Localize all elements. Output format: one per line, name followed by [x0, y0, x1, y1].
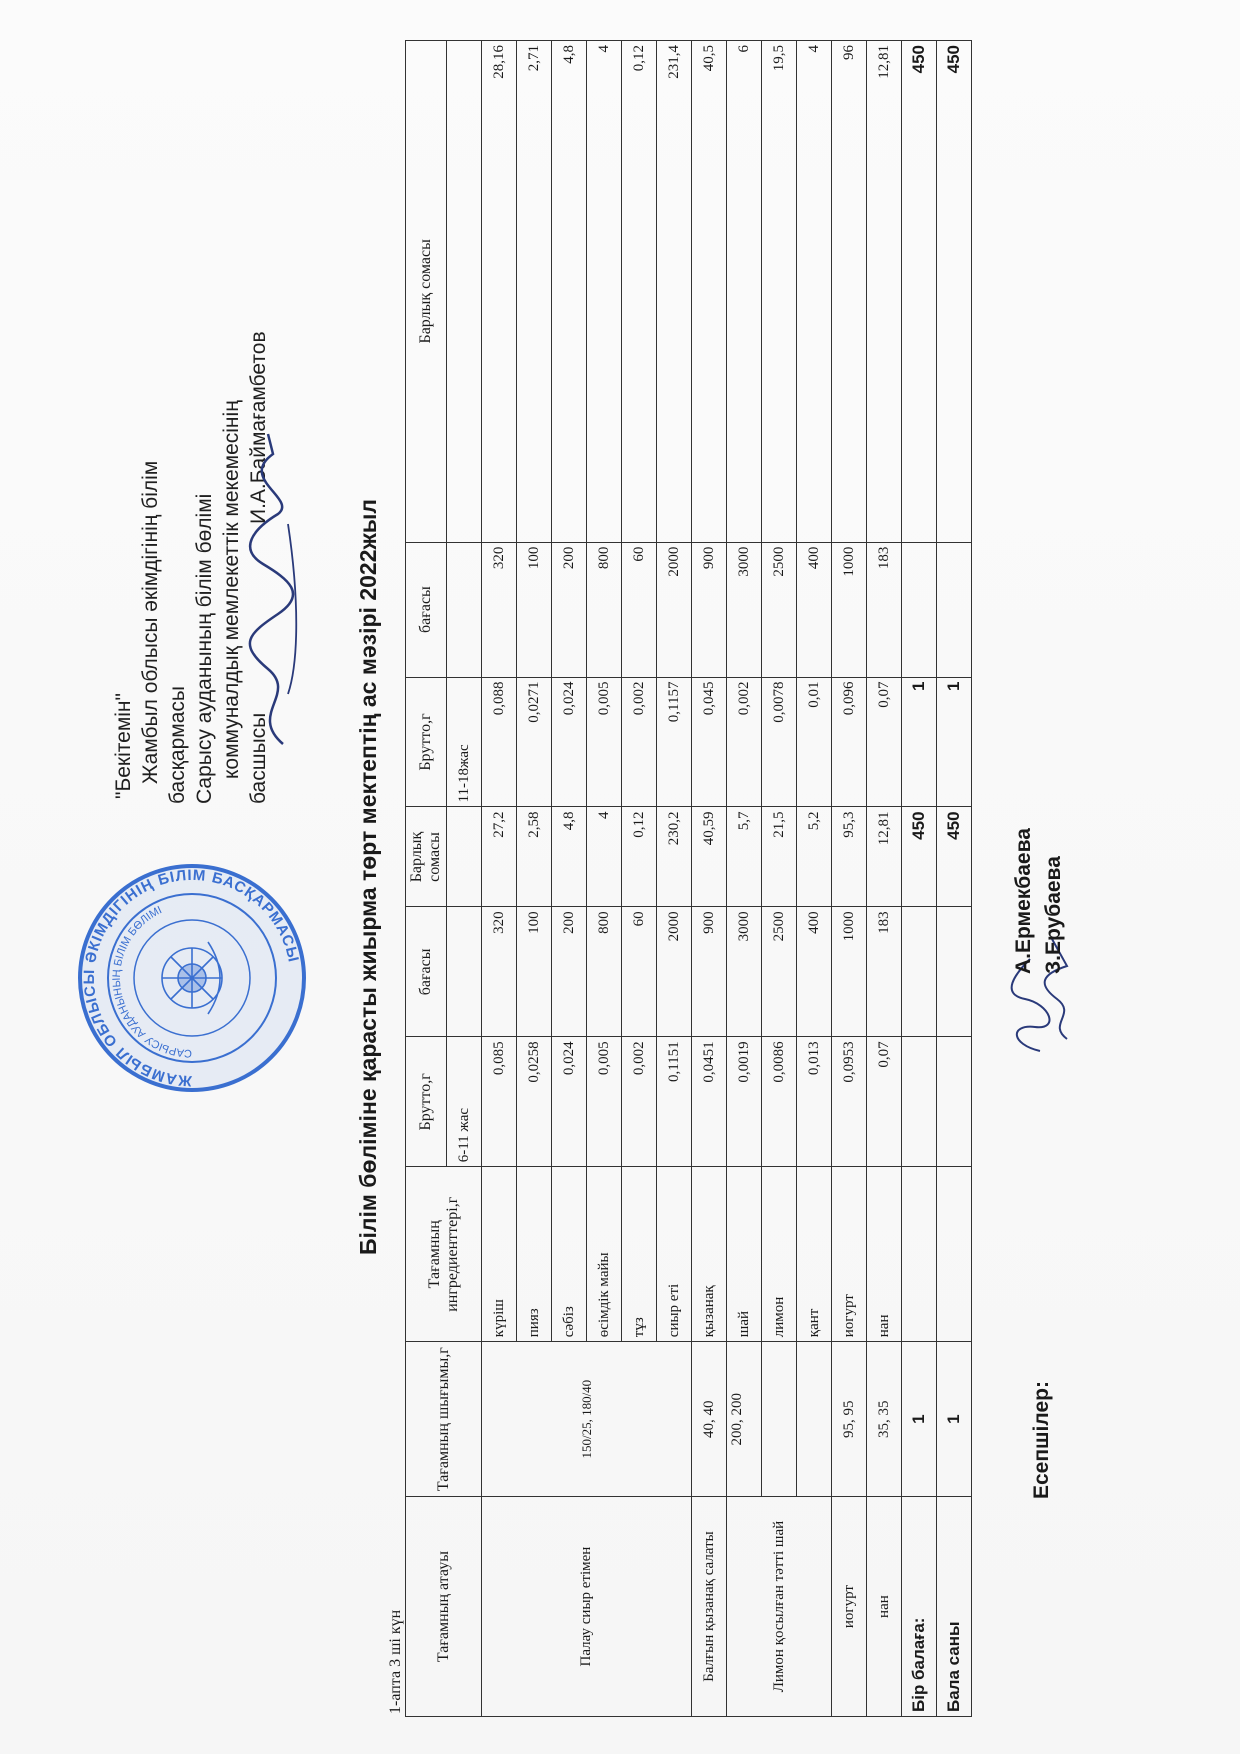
document-title: Білім бөліміне қарасты жиырма төрт мектептің ас мәзірі 2022жыл [355, 498, 381, 1256]
preparer-name-2: З.Ерубаева [1042, 856, 1065, 974]
price-1: 183 [867, 907, 902, 1037]
total-1: 40,59 [692, 807, 727, 907]
dish-portion: 40, 40 [692, 1342, 727, 1497]
brutto-1: 0,013 [797, 1037, 832, 1167]
empty-cell [447, 907, 482, 1037]
total-2: 28,16 [482, 41, 517, 543]
empty-cell [447, 41, 482, 543]
total-2: 231,4 [657, 41, 692, 543]
price-1: 800 [587, 907, 622, 1037]
approval-line-3: басқармасы [166, 686, 189, 804]
ingredient: күріш [482, 1167, 517, 1342]
ingredient: лимон [762, 1167, 797, 1342]
child-count-portion: 1 [937, 1342, 972, 1497]
total-1: 4,8 [552, 807, 587, 907]
brutto-2: 0,005 [587, 677, 622, 807]
header-brutto-1: Брутто,г [406, 1037, 447, 1167]
price-2: 400 [797, 542, 832, 677]
price-1: 320 [482, 907, 517, 1037]
header-price-2: бағасы [406, 542, 447, 677]
dish-portion: 200, 200 [727, 1342, 762, 1497]
approval-heading: "Бекітемін" [112, 693, 135, 799]
total-1: 0,12 [622, 807, 657, 907]
price-2: 183 [867, 542, 902, 677]
dish-portion: 95, 95 [832, 1342, 867, 1497]
table-header-row [406, 41, 447, 1717]
empty-cell [447, 542, 482, 677]
dish-name: Лимон қосылған тәтті шай [727, 1497, 832, 1717]
table-row [867, 41, 902, 1717]
price-2: 3000 [727, 542, 762, 677]
total-2: 2,71 [517, 41, 552, 543]
total-1: 230,2 [657, 807, 692, 907]
per-child-label: Бір балаға: [902, 1497, 937, 1717]
empty-cell [902, 907, 937, 1037]
total-1: 5,7 [727, 807, 762, 907]
price-2: 320 [482, 542, 517, 677]
approval-signer-name: И.А.Баймағамбетов [247, 331, 270, 524]
total-1: 27,2 [482, 807, 517, 907]
brutto-1: 0,07 [867, 1037, 902, 1167]
per-child-total-2: 450 [902, 41, 937, 543]
seal-outer-text: ЖАМБЫЛ ОБЛЫСЫ ӘКІМДІГІНІҢ БІЛІМ БАСҚАРМАСЫ [80, 866, 302, 1090]
child-count-label: Бала саны [937, 1497, 972, 1717]
empty-cell [762, 1342, 797, 1497]
dish-portion: 35, 35 [867, 1342, 902, 1497]
table-row [482, 41, 517, 1717]
price-2: 60 [622, 542, 657, 677]
brutto-2: 0,024 [552, 677, 587, 807]
price-1: 100 [517, 907, 552, 1037]
total-2: 40,5 [692, 41, 727, 543]
price-1: 2500 [762, 907, 797, 1037]
price-2: 800 [587, 542, 622, 677]
header-ingredients: Тағамның ингредиенттері,г [406, 1167, 482, 1342]
ingredient: қант [797, 1167, 832, 1342]
ingredient: нан [867, 1167, 902, 1342]
header-total-1: Барлық сомасы [406, 807, 447, 907]
approval-position: басшысы [247, 712, 270, 804]
child-count-brutto-2: 1 [937, 677, 972, 807]
total-1: 4 [587, 807, 622, 907]
brutto-2: 0,088 [482, 677, 517, 807]
approval-line-2: Жамбыл облысы әкімдігінің білім [139, 460, 162, 784]
total-1: 5,2 [797, 807, 832, 907]
price-2: 2500 [762, 542, 797, 677]
brutto-1: 0,0258 [517, 1037, 552, 1167]
table-row [797, 41, 832, 1717]
table-row [832, 41, 867, 1717]
total-2: 6 [727, 41, 762, 543]
ingredient: қызанақ [692, 1167, 727, 1342]
empty-cell [902, 542, 937, 677]
day-label: 1-апта 3 ші күн [387, 1609, 404, 1714]
price-2: 900 [692, 542, 727, 677]
approval-line-4: Сарысу ауданының білім бөлімі [193, 493, 216, 804]
brutto-2: 0,002 [622, 677, 657, 807]
brutto-2: 0,01 [797, 677, 832, 807]
menu-table [405, 40, 972, 1717]
empty-cell [447, 807, 482, 907]
dish-name: Палау сиыр етімен [482, 1497, 692, 1717]
dish-portion: 150/25, 180/40 [482, 1342, 692, 1497]
table-row [727, 41, 762, 1717]
per-child-total-1: 450 [902, 807, 937, 907]
brutto-2: 0,0078 [762, 677, 797, 807]
brutto-1: 0,0086 [762, 1037, 797, 1167]
price-2: 1000 [832, 542, 867, 677]
age-group-1: 6-11 жас [447, 1037, 482, 1167]
brutto-1: 0,0019 [727, 1037, 762, 1167]
ingredient: шай [727, 1167, 762, 1342]
header-price-1: бағасы [406, 907, 447, 1037]
per-child-portion: 1 [902, 1342, 937, 1497]
ingredient: сиыр еті [657, 1167, 692, 1342]
preparers-block [1000, 599, 1160, 1499]
price-1: 2000 [657, 907, 692, 1037]
brutto-1: 0,002 [622, 1037, 657, 1167]
child-count-total-2: 450 [937, 41, 972, 543]
total-1: 21,5 [762, 807, 797, 907]
header-brutto-2: Брутто,г [406, 677, 447, 807]
total-2: 96 [832, 41, 867, 543]
empty-cell [902, 1167, 937, 1342]
brutto-2: 0,0271 [517, 677, 552, 807]
per-child-brutto-2: 1 [902, 677, 937, 807]
total-1: 95,3 [832, 807, 867, 907]
empty-cell [937, 907, 972, 1037]
total-2: 12,81 [867, 41, 902, 543]
age-group-2: 11-18жас [447, 677, 482, 807]
price-1: 900 [692, 907, 727, 1037]
empty-cell [797, 1342, 832, 1497]
seal-inner-text: САРЫСУ АУДАНЫНЫҢ БІЛІМ БӨЛІМІ [110, 904, 193, 1060]
dish-name: нан [867, 1497, 902, 1717]
total-2: 4 [797, 41, 832, 543]
brutto-2: 0,045 [692, 677, 727, 807]
price-1: 200 [552, 907, 587, 1037]
director-signature [228, 424, 308, 754]
ingredient: өсімдік майы [587, 1167, 622, 1342]
brutto-1: 0,005 [587, 1037, 622, 1167]
header-total-2: Барлық сомасы [406, 41, 447, 543]
price-1: 400 [797, 907, 832, 1037]
brutto-2: 0,096 [832, 677, 867, 807]
price-1: 1000 [832, 907, 867, 1037]
ingredient: сәбіз [552, 1167, 587, 1342]
table-row [762, 41, 797, 1717]
empty-cell [937, 1167, 972, 1342]
brutto-1: 0,085 [482, 1037, 517, 1167]
brutto-1: 0,1151 [657, 1037, 692, 1167]
empty-cell [902, 1037, 937, 1167]
table-row [692, 41, 727, 1717]
total-2: 4 [587, 41, 622, 543]
ingredient: иогурт [832, 1167, 867, 1342]
total-2: 19,5 [762, 41, 797, 543]
dish-name: Балғын қызанақ салаты [692, 1497, 727, 1717]
ingredient: тұз [622, 1167, 657, 1342]
total-2: 0,12 [622, 41, 657, 543]
total-1: 2,58 [517, 807, 552, 907]
empty-cell [937, 542, 972, 677]
header-portion: Тағамның шығымы,г [406, 1342, 482, 1497]
per-child-row [902, 41, 937, 1717]
brutto-1: 0,024 [552, 1037, 587, 1167]
dish-name: иогурт [832, 1497, 867, 1717]
total-1: 12,81 [867, 807, 902, 907]
child-count-total-1: 450 [937, 807, 972, 907]
price-1: 3000 [727, 907, 762, 1037]
brutto-1: 0,0953 [832, 1037, 867, 1167]
brutto-2: 0,07 [867, 677, 902, 807]
child-count-row [937, 41, 972, 1717]
brutto-1: 0,0451 [692, 1037, 727, 1167]
price-1: 60 [622, 907, 657, 1037]
header-dish: Тағамның атауы [406, 1497, 482, 1717]
preparer-name-1: А.Ермекбаева [1012, 828, 1035, 974]
price-2: 200 [552, 542, 587, 677]
empty-cell [937, 1037, 972, 1167]
total-2: 4,8 [552, 41, 587, 543]
price-2: 100 [517, 542, 552, 677]
ingredient: пияз [517, 1167, 552, 1342]
price-2: 2000 [657, 542, 692, 677]
approval-line-5: коммуналдық мемлекеттік мекемесінің [220, 400, 243, 779]
brutto-2: 0,1157 [657, 677, 692, 807]
preparers-label: Есепшілер: [1030, 1381, 1053, 1499]
brutto-2: 0,002 [727, 677, 762, 807]
